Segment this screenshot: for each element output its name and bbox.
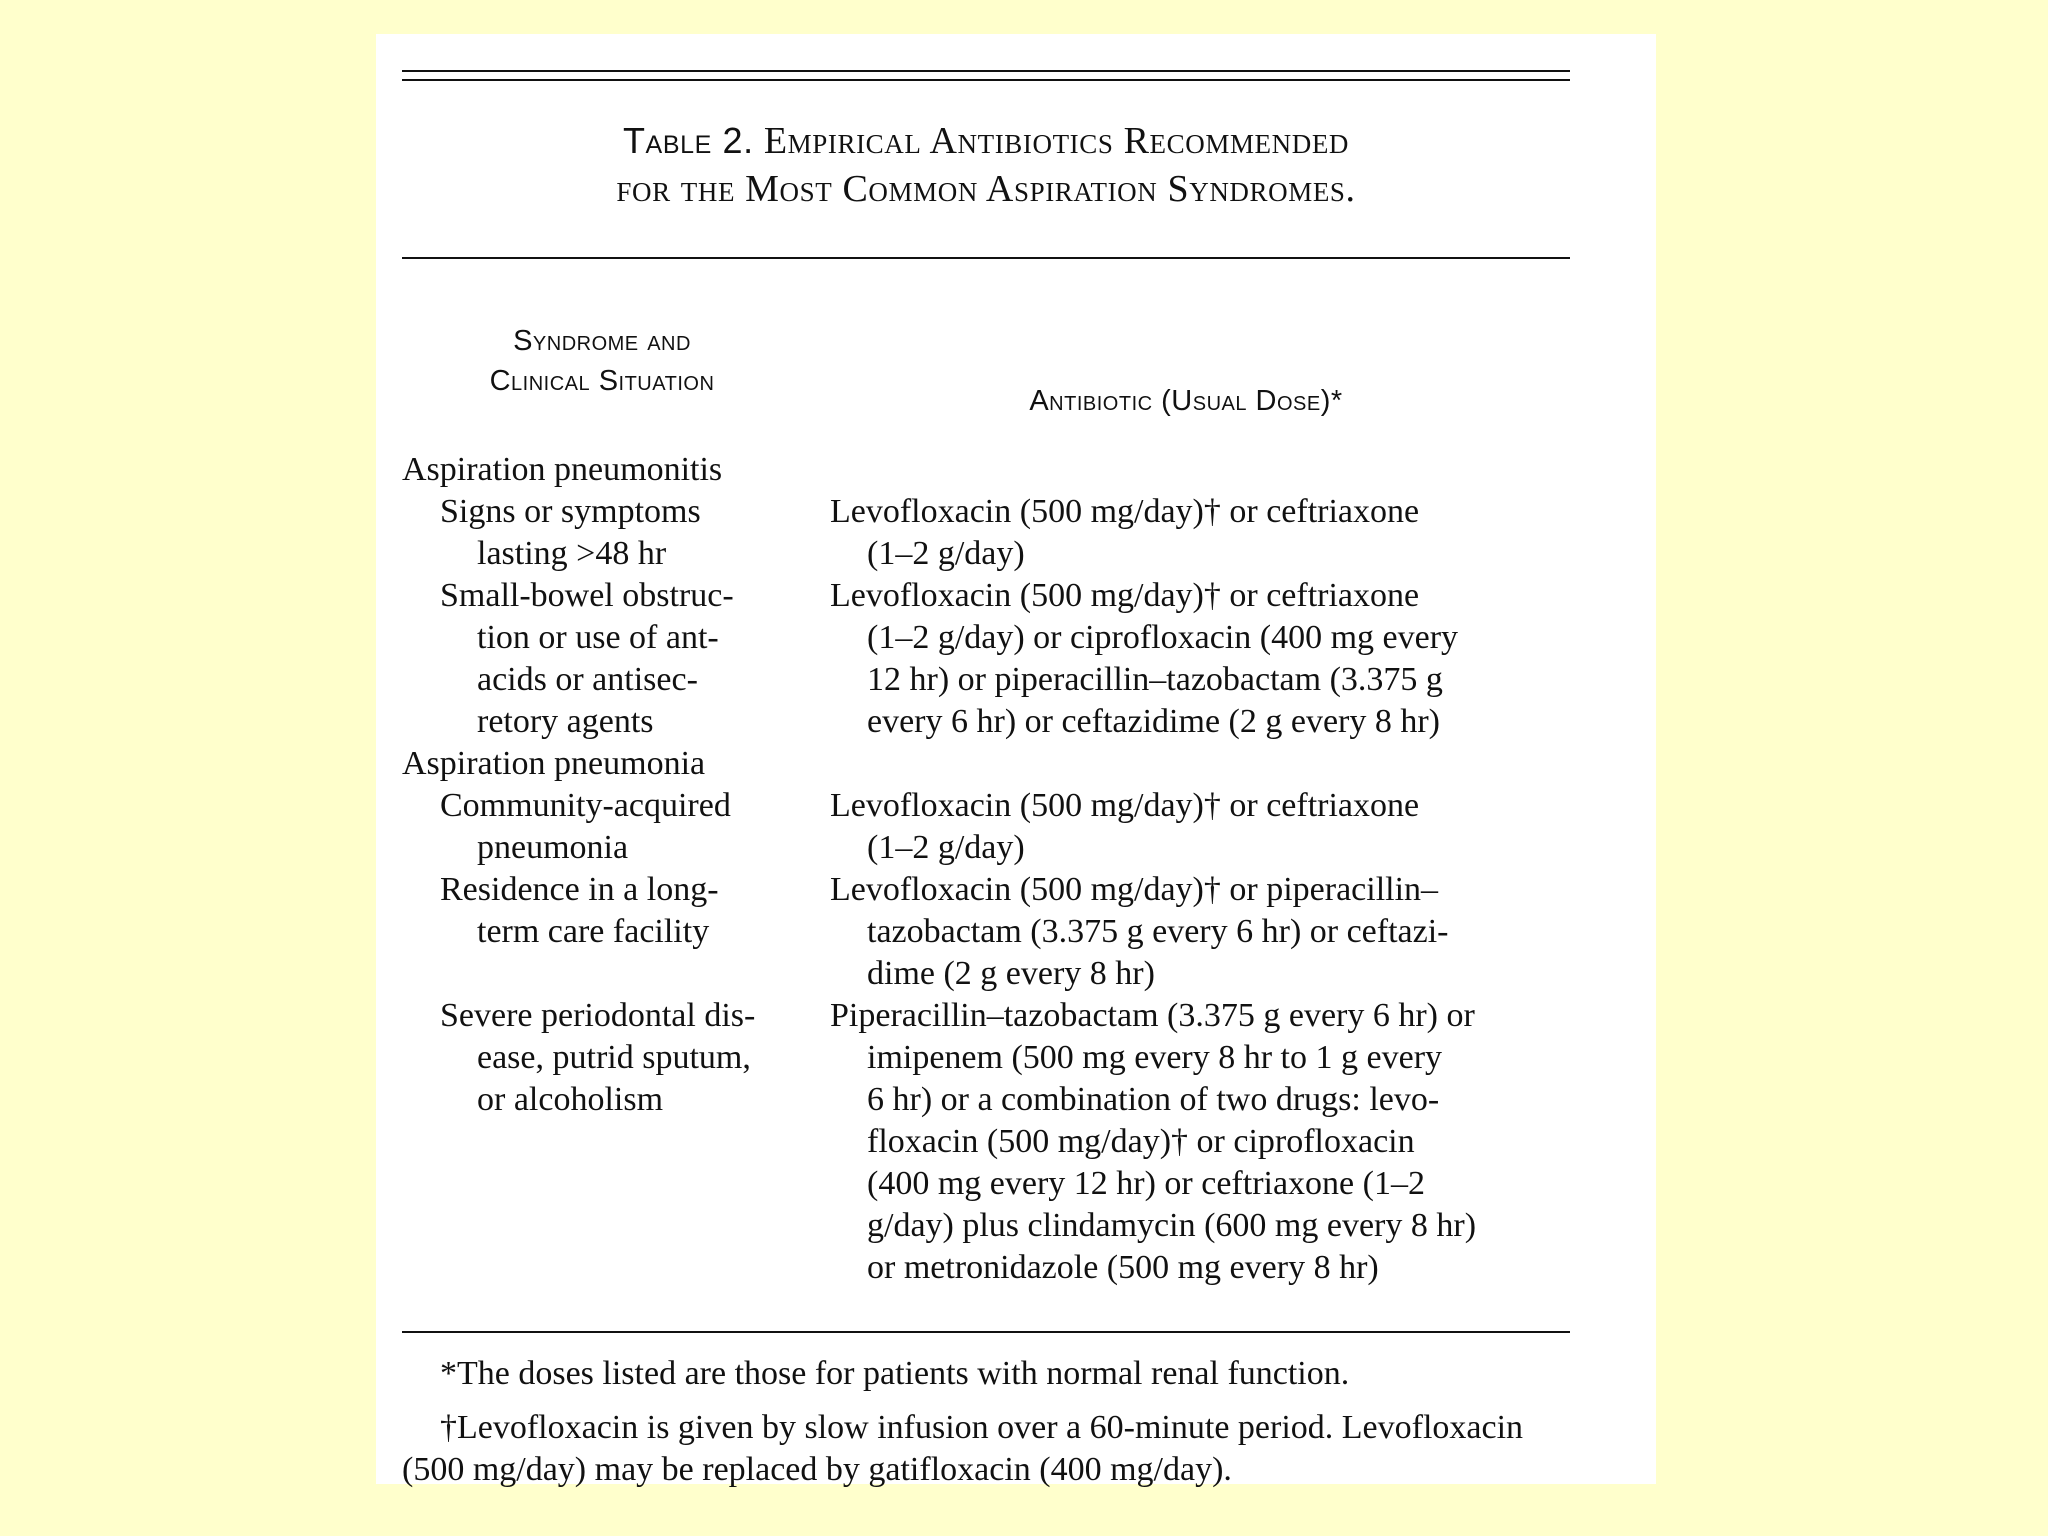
situation-cell	[402, 995, 830, 1289]
table-title-line1	[402, 117, 1570, 165]
table-container	[402, 70, 1570, 1491]
group-title: Aspiration pneumonitis	[402, 451, 723, 488]
antibiotic-line: Levofloxacin (500 mg/day)† or ceftriaxone	[830, 787, 1420, 824]
situation-line: ease, putrid sputum,	[477, 1039, 751, 1076]
antibiotic-line: 12 hr) or piperacillin–tazobactam (3.375 g	[867, 661, 1443, 698]
title-bottom-rule	[402, 257, 1570, 259]
table-row	[402, 785, 1570, 869]
antibiotic-line: dime (2 g every 8 hr)	[867, 955, 1155, 992]
situation-line: Severe periodontal dis-	[440, 997, 756, 1034]
antibiotic-line: 6 hr) or a combination of two drugs: levo-	[867, 1081, 1440, 1118]
header-syndrome	[402, 321, 802, 421]
footnote-dagger: †Levofloxacin is given by slow infusion over a 60-minute period. Levofloxacin (500 mg/day) may be replaced by gatifloxacin (400 mg/day).	[402, 1409, 1524, 1488]
top-double-rule	[402, 70, 1570, 81]
table-body	[402, 449, 1570, 1289]
table-bottom-rule	[402, 1331, 1570, 1333]
table-row	[402, 491, 1570, 575]
table-page	[376, 34, 1656, 1488]
footnote-asterisk: *The doses listed are those for patients with normal renal function.	[440, 1355, 1350, 1392]
situation-cell	[402, 491, 830, 575]
situation-cell	[402, 575, 830, 743]
table-row	[402, 869, 1570, 995]
situation-cell	[402, 785, 830, 869]
table-title	[402, 117, 1570, 213]
table-title-line2: for the Most Common Aspiration Syndromes.	[616, 168, 1356, 210]
antibiotic-line: imipenem (500 mg every 8 hr to 1 g every	[867, 1039, 1443, 1076]
situation-cell	[402, 869, 830, 995]
antibiotic-line: Levofloxacin (500 mg/day)† or ceftriaxone	[830, 493, 1420, 530]
antibiotic-line: (400 mg every 12 hr) or ceftriaxone (1–2	[867, 1165, 1425, 1202]
situation-line: Community-acquired	[440, 787, 731, 824]
header-antibiotic	[802, 321, 1570, 421]
situation-line: or alcoholism	[477, 1081, 664, 1118]
table-row	[402, 995, 1570, 1289]
antibiotic-line: Levofloxacin (500 mg/day)† or ceftriaxone	[830, 577, 1420, 614]
group-title: Aspiration pneumonia	[402, 745, 706, 782]
header-syndrome-line1: Syndrome and	[513, 325, 691, 357]
antibiotic-cell	[830, 995, 1570, 1289]
column-headers	[402, 321, 1570, 421]
table-title-text1: Empirical Antibiotics Recommended	[763, 120, 1350, 162]
table-row	[402, 575, 1570, 743]
footnotes	[402, 1353, 1570, 1491]
table-label: Table 2.	[622, 120, 754, 161]
situation-line: term care facility	[477, 913, 710, 950]
antibiotic-line: Piperacillin–tazobactam (3.375 g every 6 hr) or	[830, 997, 1475, 1034]
antibiotic-line: (1–2 g/day) or ciprofloxacin (400 mg every	[867, 619, 1459, 656]
antibiotic-cell	[830, 785, 1570, 869]
antibiotic-line: (1–2 g/day)	[867, 535, 1025, 572]
antibiotic-line: or metronidazole (500 mg every 8 hr)	[867, 1249, 1379, 1286]
situation-line: tion or use of ant-	[477, 619, 719, 656]
antibiotic-line: (1–2 g/day)	[867, 829, 1025, 866]
antibiotic-line: floxacin (500 mg/day)† or ciprofloxacin	[867, 1123, 1415, 1160]
antibiotic-cell	[830, 869, 1570, 995]
antibiotic-line: Levofloxacin (500 mg/day)† or piperacillin–	[830, 871, 1439, 908]
antibiotic-line: g/day) plus clindamycin (600 mg every 8 hr)	[867, 1207, 1477, 1244]
antibiotic-cell	[830, 491, 1570, 575]
situation-line: Residence in a long-	[440, 871, 719, 908]
situation-line: lasting >48 hr	[477, 535, 667, 572]
antibiotic-line: tazobactam (3.375 g every 6 hr) or ceftazi-	[867, 913, 1449, 950]
situation-line: retory agents	[477, 703, 654, 740]
antibiotic-line: every 6 hr) or ceftazidime (2 g every 8 hr)	[867, 703, 1441, 740]
situation-line: Signs or symptoms	[440, 493, 701, 530]
situation-line: Small-bowel obstruc-	[440, 577, 734, 614]
situation-line: acids or antisec-	[477, 661, 698, 698]
header-syndrome-line2: Clinical Situation	[489, 365, 715, 397]
situation-line: pneumonia	[477, 829, 629, 866]
antibiotic-cell	[830, 575, 1570, 743]
header-antibiotic-text: Antibiotic (Usual Dose)*	[1029, 385, 1343, 417]
